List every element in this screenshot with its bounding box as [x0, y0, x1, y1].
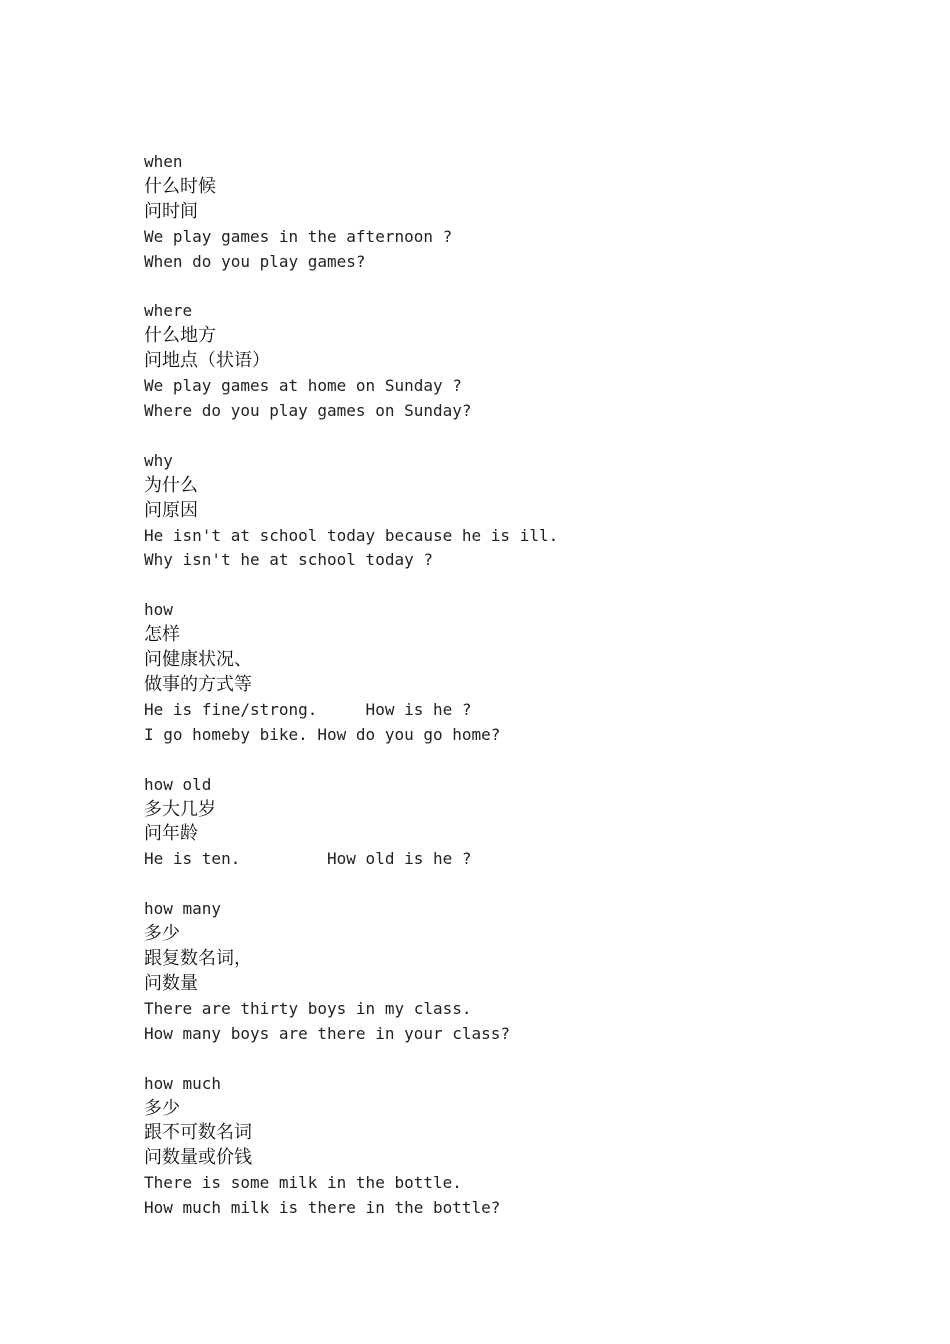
entry-example: He is fine/strong. How is he ? — [144, 699, 472, 719]
entry-word: how many — [144, 899, 222, 919]
entry-how-many — [144, 897, 904, 1046]
entry-word: where — [144, 301, 193, 321]
entry-example: Where do you play games on Sunday? — [144, 401, 472, 421]
entry-example: We play games at home on Sunday ? — [144, 376, 462, 396]
entry-example: There are thirty boys in my class. — [144, 998, 472, 1018]
entry-usage: 做事的方式等 — [144, 674, 252, 696]
entry-how-much — [144, 1072, 904, 1221]
entry-meaning: 多大几岁 — [144, 798, 216, 820]
entry-usage: 问健康状况、 — [144, 649, 252, 671]
entry-example: He is ten. How old is he ? — [144, 849, 472, 869]
entry-word: why — [144, 450, 173, 470]
entry-usage: 问原因 — [144, 499, 198, 521]
entry-example: I go homeby bike. How do you go home? — [144, 724, 501, 744]
entry-why — [144, 449, 904, 573]
entry-where — [144, 299, 904, 423]
entry-example: He isn't at school today because he is ill. — [144, 525, 559, 545]
entry-usage: 问时间 — [144, 200, 198, 222]
entry-when — [144, 150, 904, 274]
entry-meaning: 多少 — [144, 923, 180, 945]
entry-meaning: 怎样 — [144, 624, 180, 646]
entry-word: when — [144, 152, 183, 171]
document-page — [144, 150, 904, 1246]
entry-example: There is some milk in the bottle. — [144, 1173, 462, 1193]
entry-example: How much milk is there in the bottle? — [144, 1198, 501, 1218]
entry-word: how much — [144, 1073, 222, 1093]
entry-meaning: 什么时候 — [144, 175, 216, 197]
entry-usage: 跟复数名词， — [144, 948, 252, 970]
entry-usage: 跟不可数名词 — [144, 1122, 252, 1144]
entry-example: We play games in the afternoon ? — [144, 226, 453, 246]
entry-usage: 问数量 — [144, 972, 198, 994]
entry-how-old — [144, 773, 904, 873]
entry-usage: 问年龄 — [144, 823, 198, 845]
entry-example: When do you play games? — [144, 251, 366, 271]
entry-usage: 问数量或价钱 — [144, 1147, 252, 1169]
entry-usage: 问地点（状语） — [144, 350, 270, 372]
entry-word: how old — [144, 774, 212, 794]
entry-meaning: 多少 — [144, 1097, 180, 1119]
entry-example: Why isn't he at school today ? — [144, 550, 433, 570]
entry-meaning: 什么地方 — [144, 325, 216, 347]
entry-meaning: 为什么 — [144, 474, 198, 496]
entry-word: how — [144, 600, 173, 620]
entry-how — [144, 598, 904, 747]
entry-example: How many boys are there in your class? — [144, 1023, 511, 1043]
